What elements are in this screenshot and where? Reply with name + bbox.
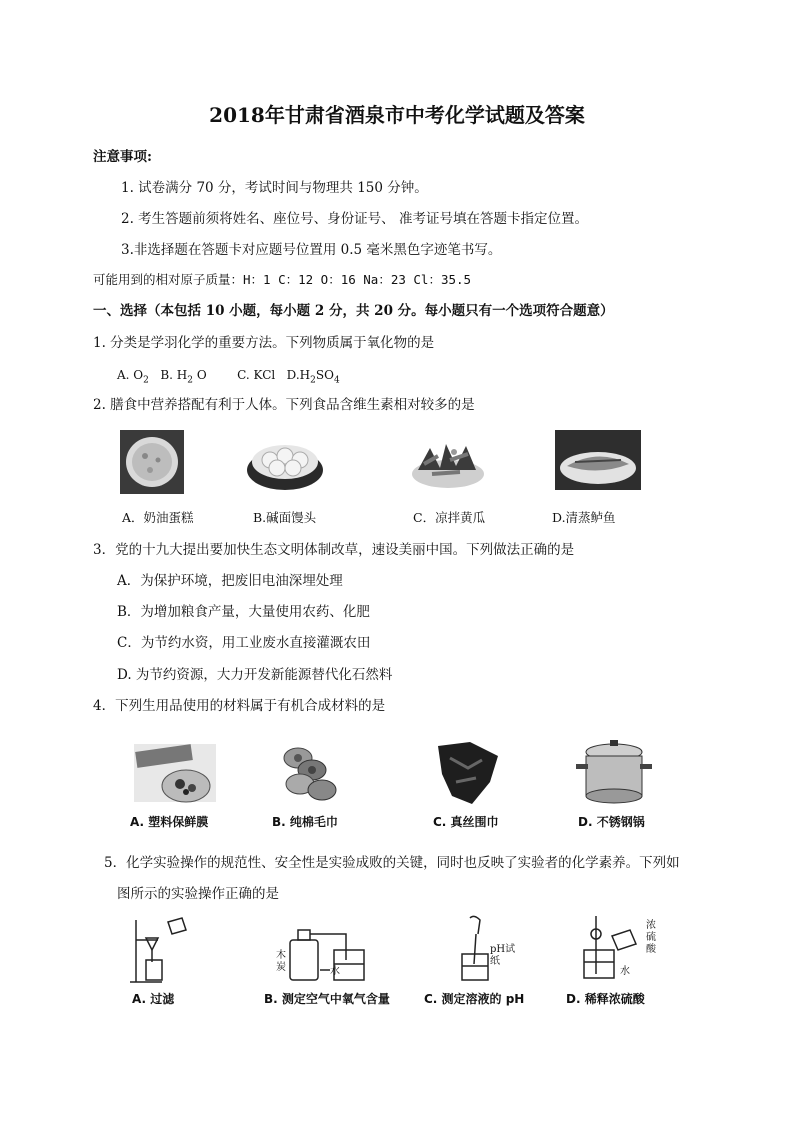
notice-item: 1. 试卷满分 70 分，考试时间与物理共 150 分钟。: [121, 180, 428, 196]
question-2-stem: 2. 膳食中营养搭配有利于人体。下列食品含维生素相对较多的是: [93, 397, 475, 413]
steamed-fish-image: [555, 430, 641, 490]
water-label-d: 水: [620, 966, 630, 977]
option-b: B. $H_2$ O: [160, 368, 207, 386]
steel-pot-image: [574, 738, 654, 810]
q5-option-a: A. 过滤: [132, 992, 175, 1006]
question-3-stem: 3．党的十九大提出要加快生态文明体制改草，速设美丽中国。下列做法正确的是: [93, 542, 575, 558]
question-5-stem-line1: 5．化学实验操作的规范性、安全性是实验成败的关键，同时也反映了实验者的化学素养。下列如: [104, 855, 680, 871]
q4-option-a: A. 塑料保鲜膜: [130, 815, 209, 829]
q3-option-b: B．为增加粮食产量，大量使用农药、化肥: [117, 604, 370, 620]
page-title: 2018年甘肃省酒泉市中考化学试题及答案: [209, 103, 585, 127]
q2-option-b: B.碱面馒头: [253, 510, 317, 525]
notice-heading: 注意事项:: [93, 149, 152, 165]
question-1-stem: 1. 分类是学羽化学的重要方法。下列物质属于氧化物的是: [93, 335, 435, 351]
q4-option-b: B. 纯棉毛巾: [272, 815, 338, 829]
ph-paper-label: pH试纸: [490, 944, 516, 967]
q5-option-c: C. 测定溶液的 pH: [424, 992, 525, 1006]
dilute-acid-diagram: [582, 914, 646, 984]
water-label: 水: [330, 966, 340, 977]
atomic-masses: 可能用到的相对原子质量：H：1 C：12 O：16 Na：23 Cl：35.5: [93, 272, 472, 287]
plastic-wrap-image: [130, 740, 220, 808]
q2-option-a: A．奶油蛋糕: [122, 510, 194, 525]
option-a: A. $O_2$: [117, 368, 149, 386]
q3-option-a: A．为保护环境，把废旧电油深埋处理: [117, 573, 343, 589]
steamed-bun-image: [246, 430, 324, 492]
option-d: $D.H_2SO_4$: [286, 368, 340, 386]
silk-scarf-image: [432, 738, 504, 810]
oxygen-measurement-diagram: [272, 918, 382, 984]
q5-option-d: D. 稀释浓硫酸: [566, 992, 645, 1006]
notice-item: 3.非选择题在答题卡对应题号位置用 0.5 毫米黑色字迹笔书写。: [121, 242, 502, 258]
q2-option-d: D.清蒸鲈鱼: [552, 510, 616, 525]
acid-label: 浓硫酸: [646, 920, 656, 955]
cotton-towel-image: [278, 740, 348, 808]
notice-item: 2. 考生答题前须将姓名、座位号、身份证号、 准考证号填在答题卡指定位置。: [121, 211, 588, 227]
q5-option-b: B. 测定空气中氧气含量: [264, 992, 390, 1006]
question-5-stem-line2: 图所示的实验操作正确的是: [117, 886, 279, 902]
cucumber-salad-image: [410, 430, 486, 490]
q2-option-c: C．凉拌黄瓜: [413, 510, 486, 525]
q4-option-c: C. 真丝围巾: [433, 815, 499, 829]
option-c: C. KCl: [237, 368, 276, 382]
q3-option-d: D. 为节约资源，大力开发新能源替代化石然料: [117, 667, 393, 683]
cake-image: [120, 430, 184, 494]
q3-option-c: C．为节约水资，用工业废水直接灌溉农田: [117, 635, 371, 651]
charcoal-label: 木炭: [276, 950, 286, 973]
filtration-diagram: [128, 916, 192, 986]
section-heading: 一、选择（本包括 10 小题，每小题 2 分，共 20 分。每小题只有一个选项符合题意）: [93, 303, 614, 319]
question-4-stem: 4．下列生用品使用的材料属于有机合成材料的是: [93, 698, 386, 714]
question-1-options: [117, 366, 340, 389]
q4-option-d: D. 不锈钢锅: [578, 815, 645, 829]
